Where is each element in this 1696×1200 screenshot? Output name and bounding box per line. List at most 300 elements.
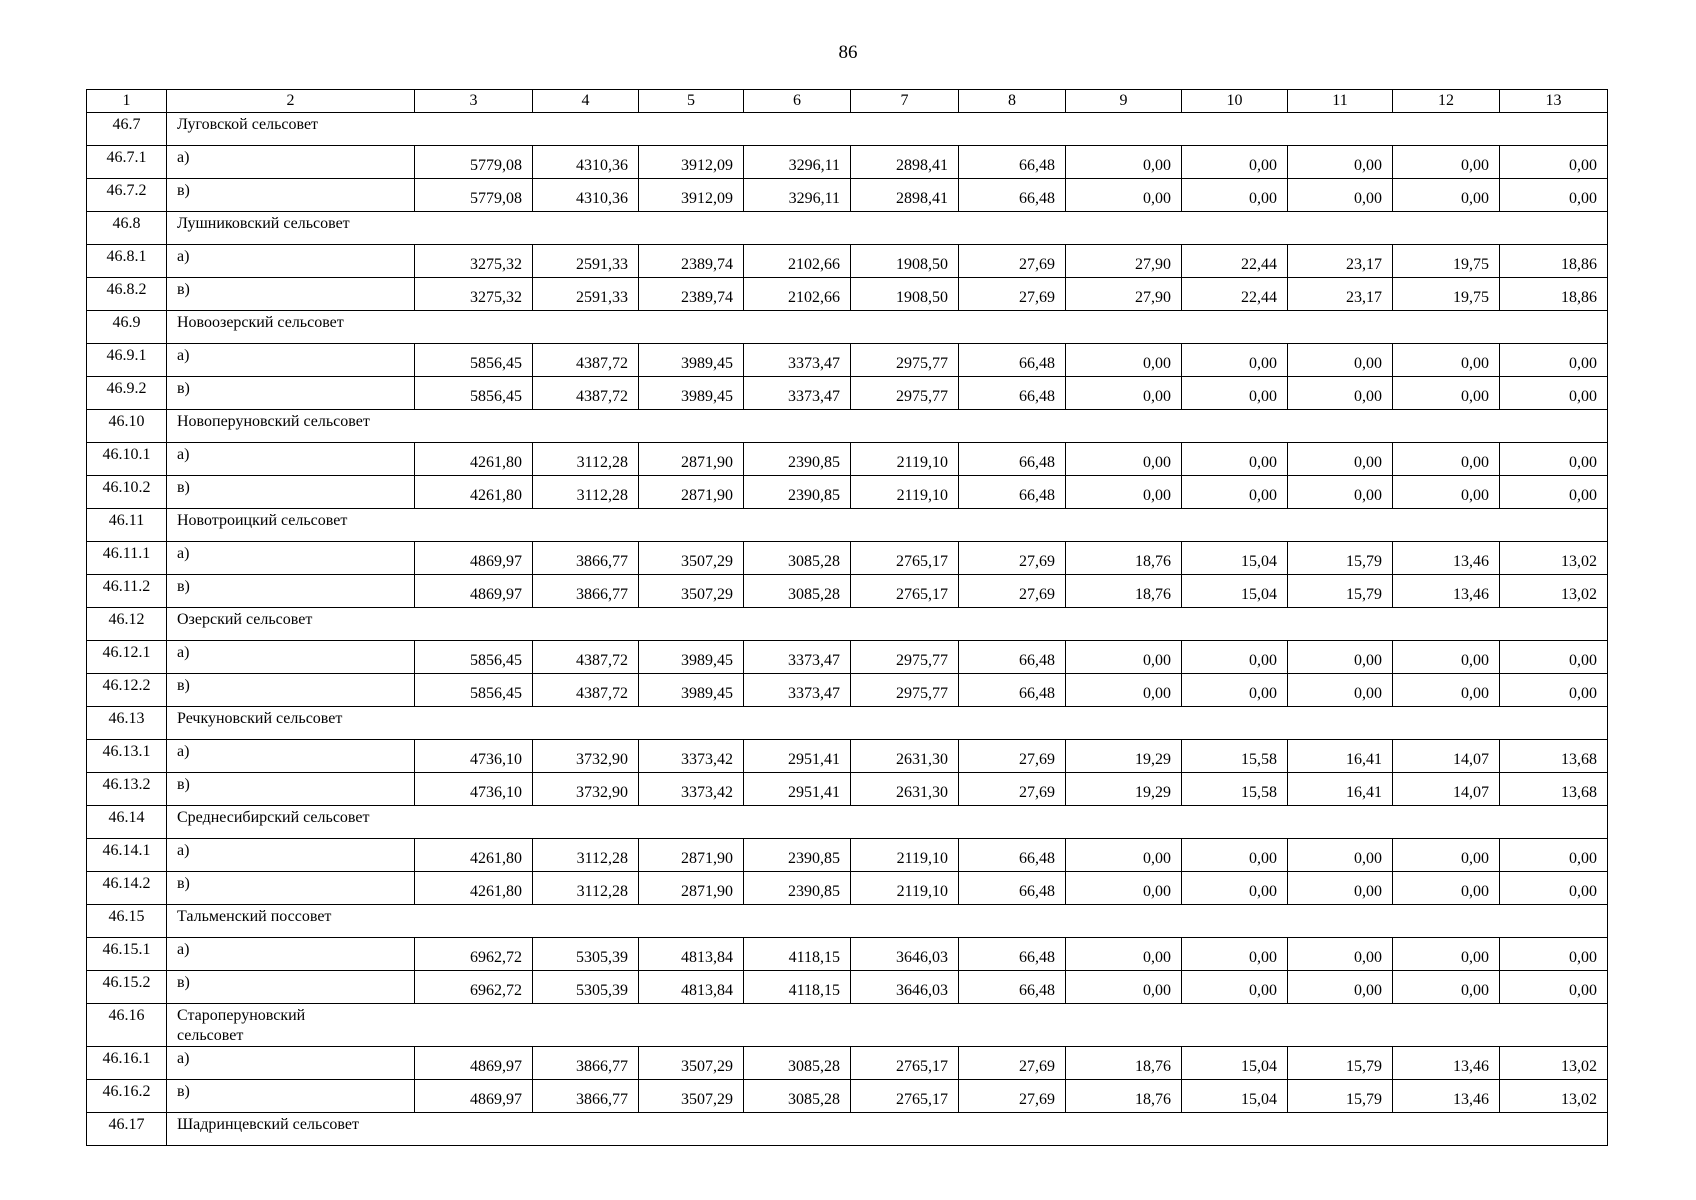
value-cell: 4387,72 [533,377,639,410]
value-cell: 5305,39 [533,938,639,971]
value-cell: 3275,32 [415,278,533,311]
value-cell: 0,00 [1393,674,1500,707]
value-cell: 27,69 [959,575,1066,608]
value-cell: 4813,84 [639,938,744,971]
value-cell: 27,69 [959,542,1066,575]
value-cell: 0,00 [1500,146,1608,179]
section-row [87,212,1608,245]
row-label: а) [167,938,415,971]
value-cell: 2119,10 [851,839,959,872]
value-cell: 2871,90 [639,872,744,905]
value-cell: 1908,50 [851,245,959,278]
row-label: а) [167,146,415,179]
row-label: а) [167,839,415,872]
value-cell: 2390,85 [744,839,851,872]
value-cell: 3732,90 [533,773,639,806]
value-cell: 0,00 [1288,179,1393,212]
value-cell: 0,00 [1066,938,1182,971]
value-cell: 0,00 [1500,938,1608,971]
value-cell: 2119,10 [851,443,959,476]
value-cell: 15,58 [1182,773,1288,806]
header-cell: 12 [1393,90,1500,113]
value-cell: 18,76 [1066,575,1182,608]
value-cell: 66,48 [959,872,1066,905]
value-cell: 2389,74 [639,245,744,278]
section-number: 46.17 [87,1113,167,1146]
value-cell: 0,00 [1066,146,1182,179]
value-cell: 0,00 [1066,443,1182,476]
value-cell: 0,00 [1288,641,1393,674]
value-cell: 4869,97 [415,542,533,575]
value-cell: 6962,72 [415,971,533,1004]
row-number: 46.8.1 [87,245,167,278]
value-cell: 0,00 [1182,443,1288,476]
value-cell: 4387,72 [533,344,639,377]
value-cell: 3373,47 [744,344,851,377]
row-label: а) [167,1047,415,1080]
value-cell: 19,29 [1066,773,1182,806]
value-cell: 2389,74 [639,278,744,311]
row-number: 46.9.1 [87,344,167,377]
value-cell: 3989,45 [639,674,744,707]
value-cell: 3866,77 [533,1080,639,1113]
row-label: в) [167,278,415,311]
table-row [87,1047,1608,1080]
value-cell: 0,00 [1500,476,1608,509]
value-cell: 3112,28 [533,872,639,905]
value-cell: 5779,08 [415,179,533,212]
value-cell: 2119,10 [851,872,959,905]
value-cell: 66,48 [959,377,1066,410]
value-cell: 3989,45 [639,344,744,377]
value-cell: 0,00 [1066,641,1182,674]
section-name: Новоперуновский сельсовет [167,410,1608,443]
value-cell: 3296,11 [744,146,851,179]
value-cell: 15,79 [1288,542,1393,575]
value-cell: 15,79 [1288,1080,1393,1113]
table-row [87,971,1608,1004]
value-cell: 18,76 [1066,542,1182,575]
value-cell: 18,86 [1500,245,1608,278]
value-cell: 5779,08 [415,146,533,179]
value-cell: 0,00 [1066,674,1182,707]
section-row [87,707,1608,740]
value-cell: 15,04 [1182,575,1288,608]
value-cell: 2898,41 [851,179,959,212]
value-cell: 18,86 [1500,278,1608,311]
value-cell: 15,79 [1288,1047,1393,1080]
table-row [87,476,1608,509]
value-cell: 2871,90 [639,476,744,509]
header-cell: 9 [1066,90,1182,113]
value-cell: 15,04 [1182,542,1288,575]
value-cell: 0,00 [1066,839,1182,872]
value-cell: 13,02 [1500,542,1608,575]
value-cell: 0,00 [1066,179,1182,212]
value-cell: 2871,90 [639,839,744,872]
value-cell: 4261,80 [415,476,533,509]
value-cell: 2765,17 [851,1047,959,1080]
value-cell: 5305,39 [533,971,639,1004]
section-name: Новотроицкий сельсовет [167,509,1608,542]
value-cell: 2591,33 [533,245,639,278]
value-cell: 2102,66 [744,245,851,278]
row-label: а) [167,443,415,476]
table-header-row [87,90,1608,113]
row-number: 46.14.1 [87,839,167,872]
row-number: 46.7.1 [87,146,167,179]
section-name-text: Староперуновский сельсовет [177,1007,306,1044]
value-cell: 4869,97 [415,1047,533,1080]
value-cell: 0,00 [1393,146,1500,179]
row-number: 46.11.1 [87,542,167,575]
row-label: а) [167,245,415,278]
section-row [87,1004,1608,1047]
value-cell: 0,00 [1182,872,1288,905]
header-cell: 10 [1182,90,1288,113]
value-cell: 4118,15 [744,971,851,1004]
section-row [87,1113,1608,1146]
header-cell: 2 [167,90,415,113]
row-label: в) [167,1080,415,1113]
value-cell: 0,00 [1066,971,1182,1004]
value-cell: 0,00 [1500,839,1608,872]
value-cell: 4736,10 [415,773,533,806]
value-cell: 2102,66 [744,278,851,311]
value-cell: 66,48 [959,641,1066,674]
value-cell: 19,75 [1393,278,1500,311]
table-row [87,1080,1608,1113]
value-cell: 0,00 [1393,377,1500,410]
value-cell: 2951,41 [744,740,851,773]
value-cell: 3507,29 [639,1080,744,1113]
value-cell: 5856,45 [415,344,533,377]
value-cell: 0,00 [1182,641,1288,674]
value-cell: 66,48 [959,179,1066,212]
row-label: в) [167,179,415,212]
value-cell: 2631,30 [851,773,959,806]
row-label: а) [167,344,415,377]
row-number: 46.16.1 [87,1047,167,1080]
tariff-table [86,89,1608,1146]
value-cell: 0,00 [1288,872,1393,905]
value-cell: 4261,80 [415,872,533,905]
section-row [87,113,1608,146]
value-cell: 23,17 [1288,278,1393,311]
value-cell: 3275,32 [415,245,533,278]
value-cell: 27,90 [1066,245,1182,278]
value-cell: 2975,77 [851,641,959,674]
value-cell: 3296,11 [744,179,851,212]
value-cell: 0,00 [1182,674,1288,707]
table-row [87,575,1608,608]
section-row [87,905,1608,938]
row-number: 46.12.2 [87,674,167,707]
value-cell: 3085,28 [744,542,851,575]
value-cell: 22,44 [1182,245,1288,278]
value-cell: 27,69 [959,1047,1066,1080]
section-number: 46.15 [87,905,167,938]
row-number: 46.9.2 [87,377,167,410]
value-cell: 2975,77 [851,674,959,707]
value-cell: 5856,45 [415,377,533,410]
header-cell: 13 [1500,90,1608,113]
value-cell: 4310,36 [533,179,639,212]
value-cell: 19,75 [1393,245,1500,278]
value-cell: 3912,09 [639,146,744,179]
row-number: 46.7.2 [87,179,167,212]
value-cell: 0,00 [1393,641,1500,674]
value-cell: 2975,77 [851,344,959,377]
value-cell: 0,00 [1288,377,1393,410]
value-cell: 0,00 [1393,179,1500,212]
value-cell: 2119,10 [851,476,959,509]
table-row [87,740,1608,773]
value-cell: 66,48 [959,146,1066,179]
value-cell: 0,00 [1288,674,1393,707]
table-row [87,938,1608,971]
value-cell: 0,00 [1500,872,1608,905]
value-cell: 0,00 [1182,179,1288,212]
section-number: 46.13 [87,707,167,740]
value-cell: 4869,97 [415,1080,533,1113]
value-cell: 3989,45 [639,377,744,410]
value-cell: 15,58 [1182,740,1288,773]
header-cell: 11 [1288,90,1393,113]
value-cell: 0,00 [1393,971,1500,1004]
table-row [87,179,1608,212]
value-cell: 3866,77 [533,542,639,575]
table-row [87,872,1608,905]
value-cell: 3373,47 [744,674,851,707]
value-cell: 2631,30 [851,740,959,773]
section-name: Тальменский поссовет [167,905,1608,938]
value-cell: 2390,85 [744,476,851,509]
value-cell: 0,00 [1500,179,1608,212]
table-row [87,245,1608,278]
value-cell: 3646,03 [851,938,959,971]
header-cell: 4 [533,90,639,113]
row-label: в) [167,773,415,806]
table-row [87,443,1608,476]
value-cell: 0,00 [1393,938,1500,971]
value-cell: 4261,80 [415,839,533,872]
section-row [87,311,1608,344]
value-cell: 0,00 [1066,476,1182,509]
value-cell: 0,00 [1182,146,1288,179]
value-cell: 2591,33 [533,278,639,311]
value-cell: 16,41 [1288,773,1393,806]
section-name: Луговской сельсовет [167,113,1608,146]
row-label: а) [167,740,415,773]
table-row [87,542,1608,575]
row-number: 46.11.2 [87,575,167,608]
value-cell: 0,00 [1500,674,1608,707]
section-row [87,509,1608,542]
value-cell: 0,00 [1182,377,1288,410]
section-number: 46.7 [87,113,167,146]
value-cell: 3373,42 [639,773,744,806]
value-cell: 0,00 [1393,839,1500,872]
value-cell: 3732,90 [533,740,639,773]
value-cell: 3373,42 [639,740,744,773]
value-cell: 3507,29 [639,575,744,608]
row-number: 46.12.1 [87,641,167,674]
value-cell: 15,04 [1182,1080,1288,1113]
row-number: 46.8.2 [87,278,167,311]
row-number: 46.16.2 [87,1080,167,1113]
value-cell: 13,68 [1500,773,1608,806]
row-label: в) [167,872,415,905]
value-cell: 3989,45 [639,641,744,674]
value-cell: 27,69 [959,278,1066,311]
row-number: 46.15.1 [87,938,167,971]
value-cell: 0,00 [1182,938,1288,971]
value-cell: 23,17 [1288,245,1393,278]
header-cell: 6 [744,90,851,113]
value-cell: 0,00 [1182,344,1288,377]
value-cell: 66,48 [959,344,1066,377]
value-cell: 0,00 [1393,344,1500,377]
section-row [87,410,1608,443]
page-number: 86 [838,42,858,63]
value-cell: 66,48 [959,674,1066,707]
value-cell: 27,69 [959,773,1066,806]
value-cell: 0,00 [1066,377,1182,410]
value-cell: 2390,85 [744,443,851,476]
value-cell: 0,00 [1500,443,1608,476]
value-cell: 4261,80 [415,443,533,476]
value-cell: 18,76 [1066,1080,1182,1113]
value-cell: 0,00 [1182,839,1288,872]
value-cell: 0,00 [1066,344,1182,377]
value-cell: 3646,03 [851,971,959,1004]
table-row [87,377,1608,410]
row-label: в) [167,575,415,608]
value-cell: 0,00 [1288,146,1393,179]
value-cell: 2765,17 [851,1080,959,1113]
section-number: 46.10 [87,410,167,443]
header-cell: 7 [851,90,959,113]
row-label: а) [167,542,415,575]
row-label: в) [167,674,415,707]
value-cell: 0,00 [1393,476,1500,509]
value-cell: 0,00 [1500,377,1608,410]
row-number: 46.10.1 [87,443,167,476]
value-cell: 3112,28 [533,839,639,872]
section-number: 46.9 [87,311,167,344]
section-row [87,806,1608,839]
value-cell: 3373,47 [744,377,851,410]
row-number: 46.10.2 [87,476,167,509]
section-name [167,1004,1608,1047]
value-cell: 0,00 [1500,344,1608,377]
value-cell: 5856,45 [415,641,533,674]
section-number: 46.16 [87,1004,167,1047]
value-cell: 27,69 [959,1080,1066,1113]
section-name: Лушниковский сельсовет [167,212,1608,245]
row-label: в) [167,377,415,410]
value-cell: 15,79 [1288,575,1393,608]
value-cell: 13,46 [1393,575,1500,608]
section-name: Шадринцевский сельсовет [167,1113,1608,1146]
value-cell: 3866,77 [533,575,639,608]
value-cell: 2975,77 [851,377,959,410]
header-cell: 8 [959,90,1066,113]
row-label: а) [167,641,415,674]
value-cell: 4387,72 [533,641,639,674]
value-cell: 4310,36 [533,146,639,179]
value-cell: 3507,29 [639,1047,744,1080]
value-cell: 0,00 [1500,641,1608,674]
value-cell: 3507,29 [639,542,744,575]
value-cell: 27,69 [959,245,1066,278]
value-cell: 16,41 [1288,740,1393,773]
section-number: 46.8 [87,212,167,245]
value-cell: 13,46 [1393,1047,1500,1080]
value-cell: 14,07 [1393,773,1500,806]
header-cell: 3 [415,90,533,113]
value-cell: 2871,90 [639,443,744,476]
value-cell: 1908,50 [851,278,959,311]
value-cell: 66,48 [959,839,1066,872]
value-cell: 13,02 [1500,1047,1608,1080]
value-cell: 13,46 [1393,1080,1500,1113]
value-cell: 13,68 [1500,740,1608,773]
value-cell: 66,48 [959,443,1066,476]
value-cell: 4736,10 [415,740,533,773]
section-number: 46.12 [87,608,167,641]
value-cell: 0,00 [1288,839,1393,872]
value-cell: 2898,41 [851,146,959,179]
value-cell: 66,48 [959,476,1066,509]
value-cell: 4387,72 [533,674,639,707]
value-cell: 19,29 [1066,740,1182,773]
value-cell: 3112,28 [533,476,639,509]
section-name: Озерский сельсовет [167,608,1608,641]
value-cell: 0,00 [1288,971,1393,1004]
value-cell: 2765,17 [851,542,959,575]
table-row [87,641,1608,674]
value-cell: 0,00 [1066,872,1182,905]
row-label: в) [167,476,415,509]
value-cell: 13,02 [1500,1080,1608,1113]
value-cell: 4118,15 [744,938,851,971]
value-cell: 3085,28 [744,575,851,608]
value-cell: 2765,17 [851,575,959,608]
table-row [87,344,1608,377]
row-label: в) [167,971,415,1004]
value-cell: 66,48 [959,938,1066,971]
value-cell: 15,04 [1182,1047,1288,1080]
row-number: 46.14.2 [87,872,167,905]
value-cell: 3085,28 [744,1080,851,1113]
value-cell: 0,00 [1288,443,1393,476]
table-row [87,773,1608,806]
value-cell: 3866,77 [533,1047,639,1080]
value-cell: 0,00 [1182,971,1288,1004]
value-cell: 27,69 [959,740,1066,773]
value-cell: 14,07 [1393,740,1500,773]
section-name: Среднесибирский сельсовет [167,806,1608,839]
section-name: Речкуновский сельсовет [167,707,1608,740]
value-cell: 2390,85 [744,872,851,905]
value-cell: 3085,28 [744,1047,851,1080]
value-cell: 6962,72 [415,938,533,971]
section-number: 46.11 [87,509,167,542]
table-row [87,839,1608,872]
header-cell: 1 [87,90,167,113]
